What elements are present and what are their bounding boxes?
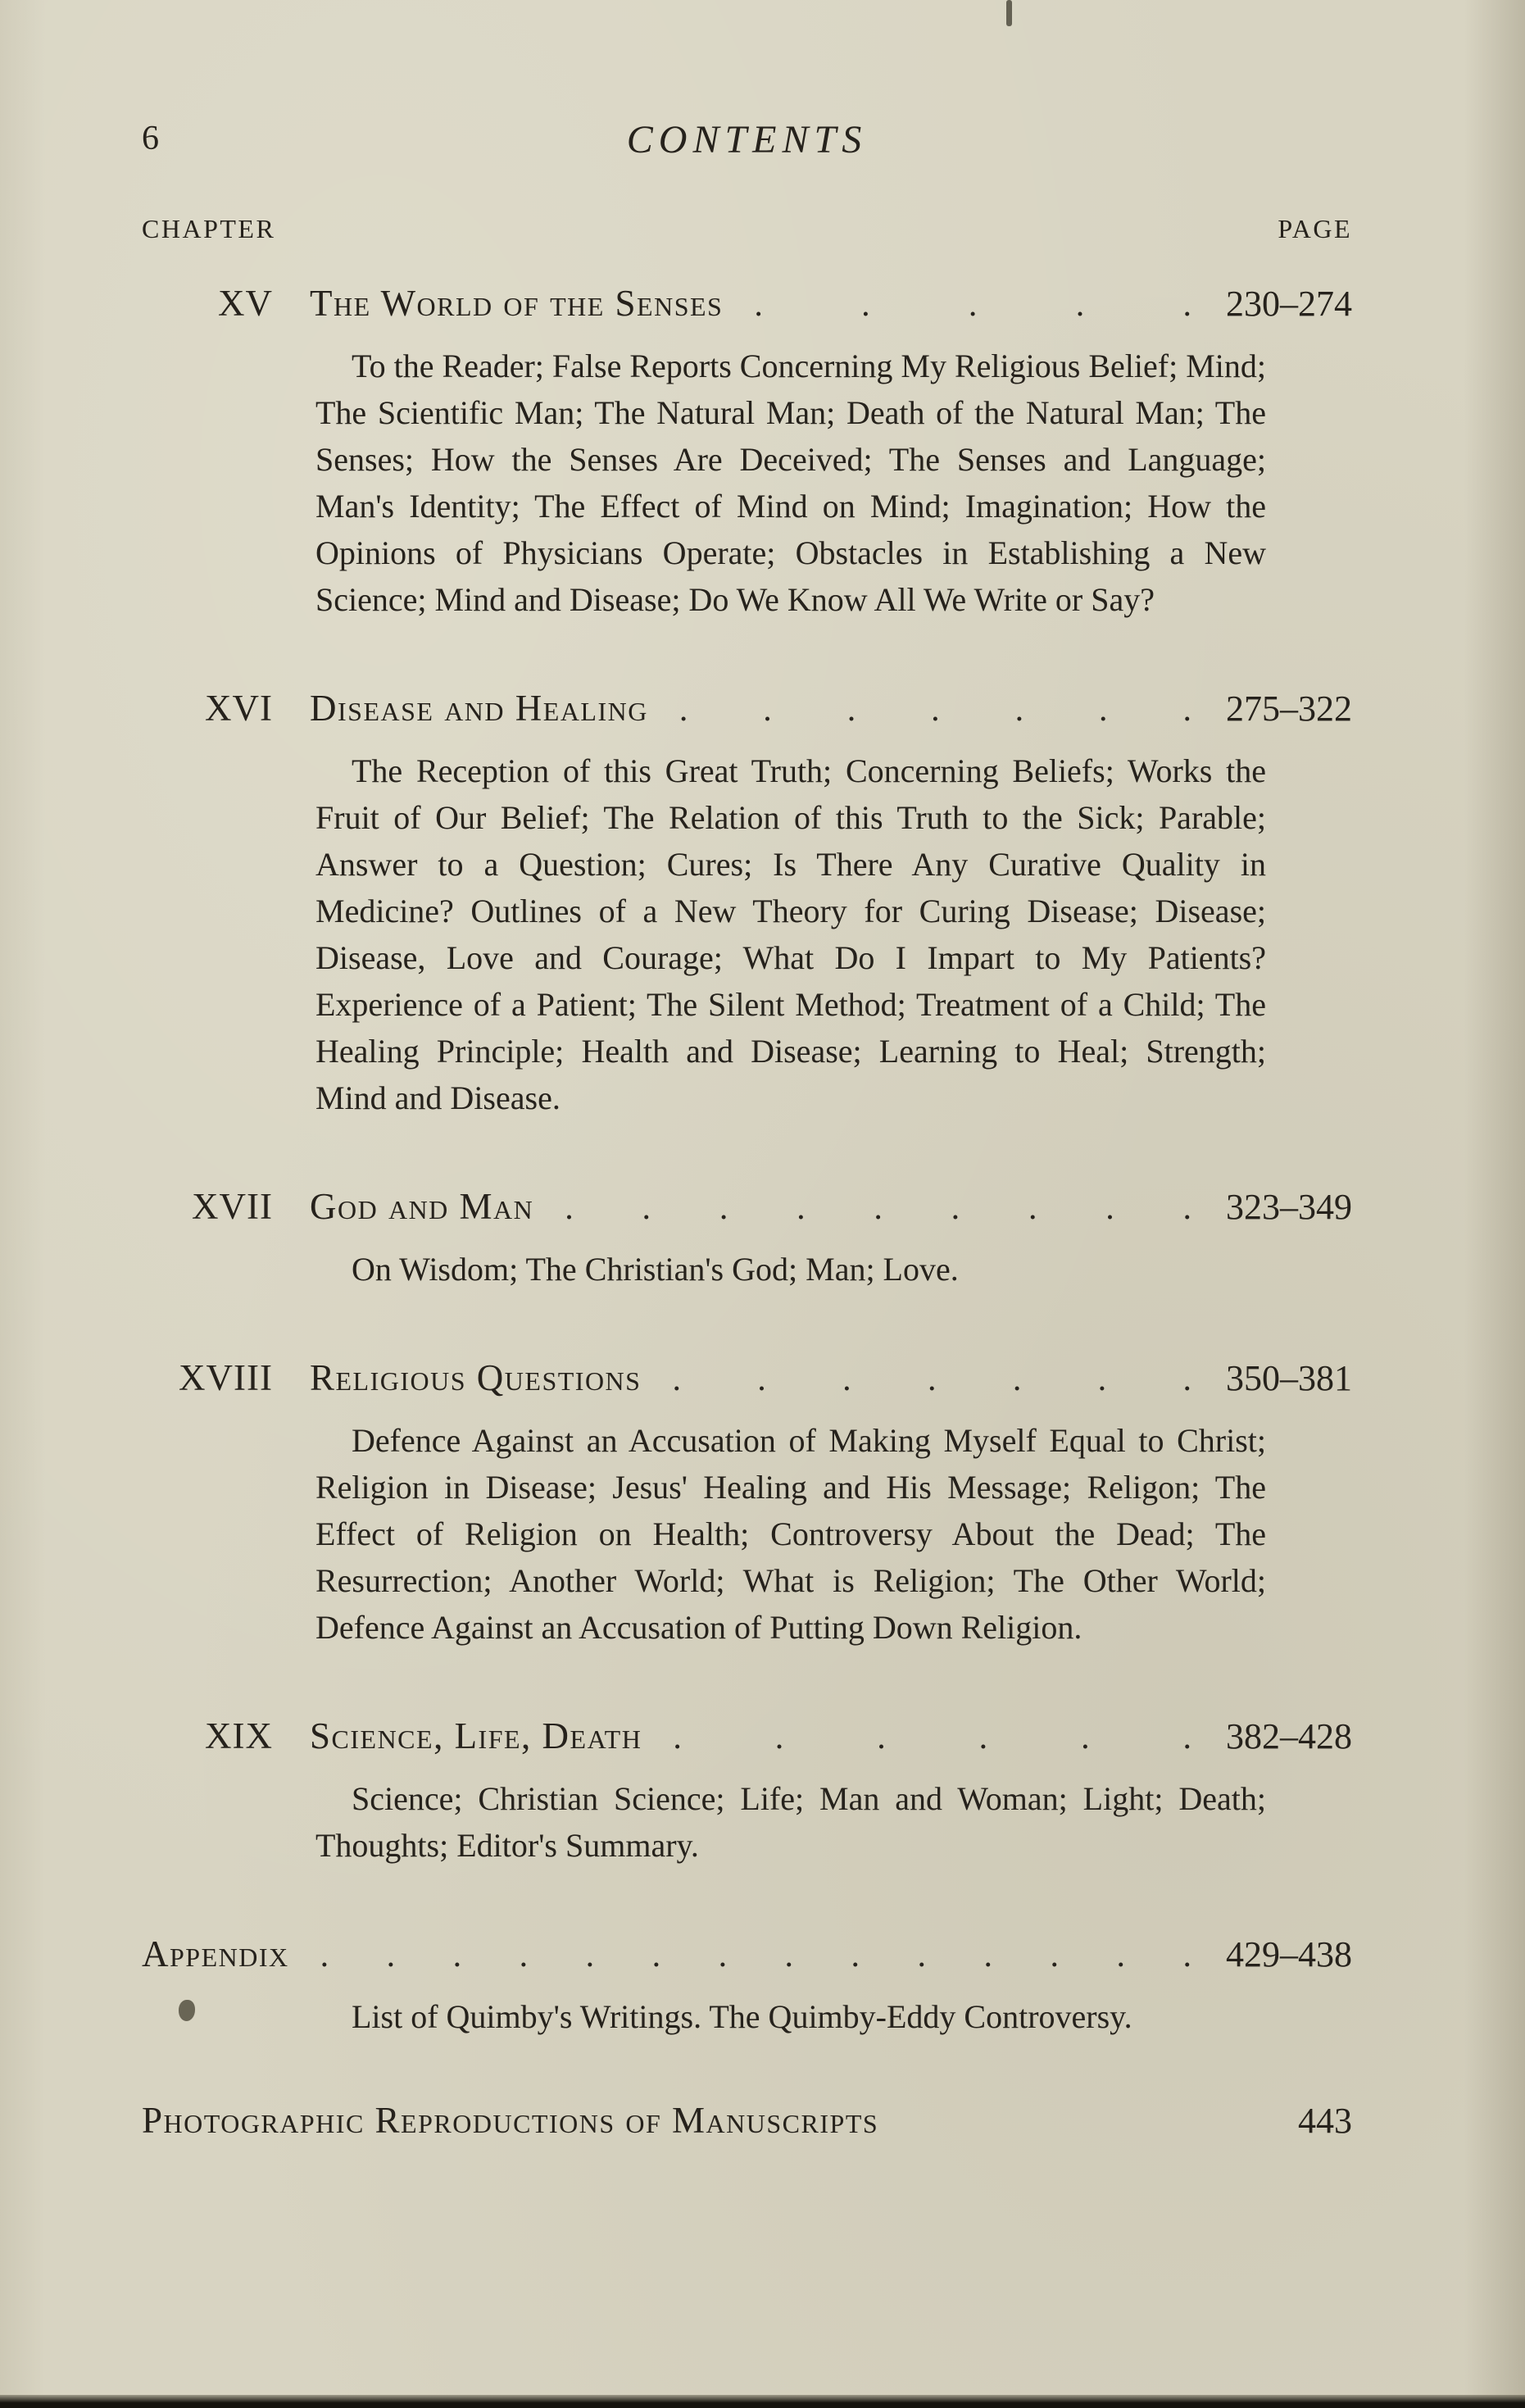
page-column-label: PAGE bbox=[1278, 214, 1352, 243]
chapter-description: Defence Against an Accusation of Making Myself Equal to Christ; Religion in Disease; Jesus' Healing and His Message; Religon; The Effect of Religion on Health; Controversy About the Dead; The Resurrection; Another World; What is Religion; The Other World; Defence Against an Accusation of Putting Down Religion. bbox=[315, 1422, 1266, 1646]
footer-page-number: 443 bbox=[1298, 2101, 1352, 2141]
page-range: 275–322 bbox=[1226, 688, 1352, 729]
toc-entry bbox=[142, 687, 1352, 1121]
page-range: 230–274 bbox=[1226, 284, 1352, 324]
chapter-numeral: XVII bbox=[192, 1186, 273, 1227]
dot-leader: . . . . . . . bbox=[672, 1361, 1191, 1398]
toc-entry bbox=[142, 1715, 1352, 1869]
chapter-description: The Reception of this Great Truth; Concerning Beliefs; Works the Fruit of Our Belief; The Relation of this Truth to the Sick; Parable; Answer to a Question; Cures; Is There Any Curative Quality in Medicine? Outlines of a New Theory for Curing Disease; Disease; Disease, Love and Courage; What Do I Impart to My Patients? Experience of a Patient; The Silent Method; Treatment of a Child; The Healing Principle; Health and Disease; Learning to Heal; Strength; Mind and Disease. bbox=[315, 752, 1266, 1116]
toc-entry bbox=[142, 1185, 1352, 1293]
page-title: CONTENTS bbox=[626, 118, 868, 161]
chapter-numeral: XVI bbox=[205, 688, 273, 729]
toc-entry-heading bbox=[142, 687, 1352, 729]
scan-bottom-edge bbox=[0, 2395, 1525, 2408]
chapter-description: To the Reader; False Reports Concerning My Religious Belief; Mind; The Scientific Man; The Natural Man; Death of the Natural Man; The Senses; How the Senses Are Deceived; The Senses and Language; Man's Identity; The Effect of Mind on Mind; Imagination; How the Opinions of Physicians Operate; Obstacles in Establishing a New Science; Mind and Disease; Do We Know All We Write or Say? bbox=[315, 348, 1266, 618]
chapter-column-label: CHAPTER bbox=[142, 214, 276, 243]
page-range: 323–349 bbox=[1226, 1187, 1352, 1227]
toc-entry-heading bbox=[142, 1356, 1352, 1399]
column-labels bbox=[142, 214, 1352, 244]
chapter-title: God and Man bbox=[310, 1186, 534, 1227]
toc-entry-appendix bbox=[142, 1933, 1352, 2040]
chapter-numeral: XIX bbox=[205, 1715, 273, 1756]
chapter-title: The World of the Senses bbox=[310, 283, 724, 324]
chapter-title: Science, Life, Death bbox=[310, 1715, 642, 1756]
page-range: 429–438 bbox=[1226, 1934, 1352, 1974]
toc-entry-heading bbox=[142, 1185, 1352, 1228]
chapter-description: Science; Christian Science; Life; Man and Woman; Light; Death; Thoughts; Editor's Summary. bbox=[315, 1780, 1266, 1864]
dot-leader: . . . . . . . . . bbox=[565, 1189, 1191, 1227]
chapter-title: Disease and Healing bbox=[310, 688, 648, 729]
page-number: 6 bbox=[142, 120, 159, 157]
dot-leader: . . . . . . . . . . . . . . bbox=[320, 1937, 1191, 1974]
chapter-numeral: XV bbox=[218, 283, 273, 324]
toc-entry-heading bbox=[142, 1715, 1352, 1757]
toc-entry-footer bbox=[142, 2099, 1352, 2142]
footer-title: Photographic Reproductions of Manuscripts bbox=[142, 2100, 879, 2141]
dot-leader: . . . . . . . bbox=[679, 691, 1191, 729]
toc-entry bbox=[142, 282, 1352, 623]
dot-leader: . . . . . . bbox=[673, 1719, 1191, 1756]
page-header bbox=[142, 119, 1352, 171]
scan-artifact-top-icon bbox=[1006, 0, 1012, 26]
toc-entry-heading bbox=[142, 1933, 1352, 1975]
chapter-title: Religious Questions bbox=[310, 1357, 642, 1398]
appendix-description: List of Quimby's Writings. The Quimby-Eddy Controversy. bbox=[352, 1998, 1132, 2035]
dot-leader: . . . . . bbox=[754, 286, 1191, 324]
toc-entry bbox=[142, 1356, 1352, 1651]
chapter-numeral: XVIII bbox=[179, 1357, 273, 1398]
page-range: 382–428 bbox=[1226, 1716, 1352, 1756]
appendix-title: Appendix bbox=[142, 1933, 289, 1974]
toc-entry-heading bbox=[142, 282, 1352, 325]
chapter-description: On Wisdom; The Christian's God; Man; Love. bbox=[352, 1251, 959, 1288]
page-range: 350–381 bbox=[1226, 1358, 1352, 1398]
